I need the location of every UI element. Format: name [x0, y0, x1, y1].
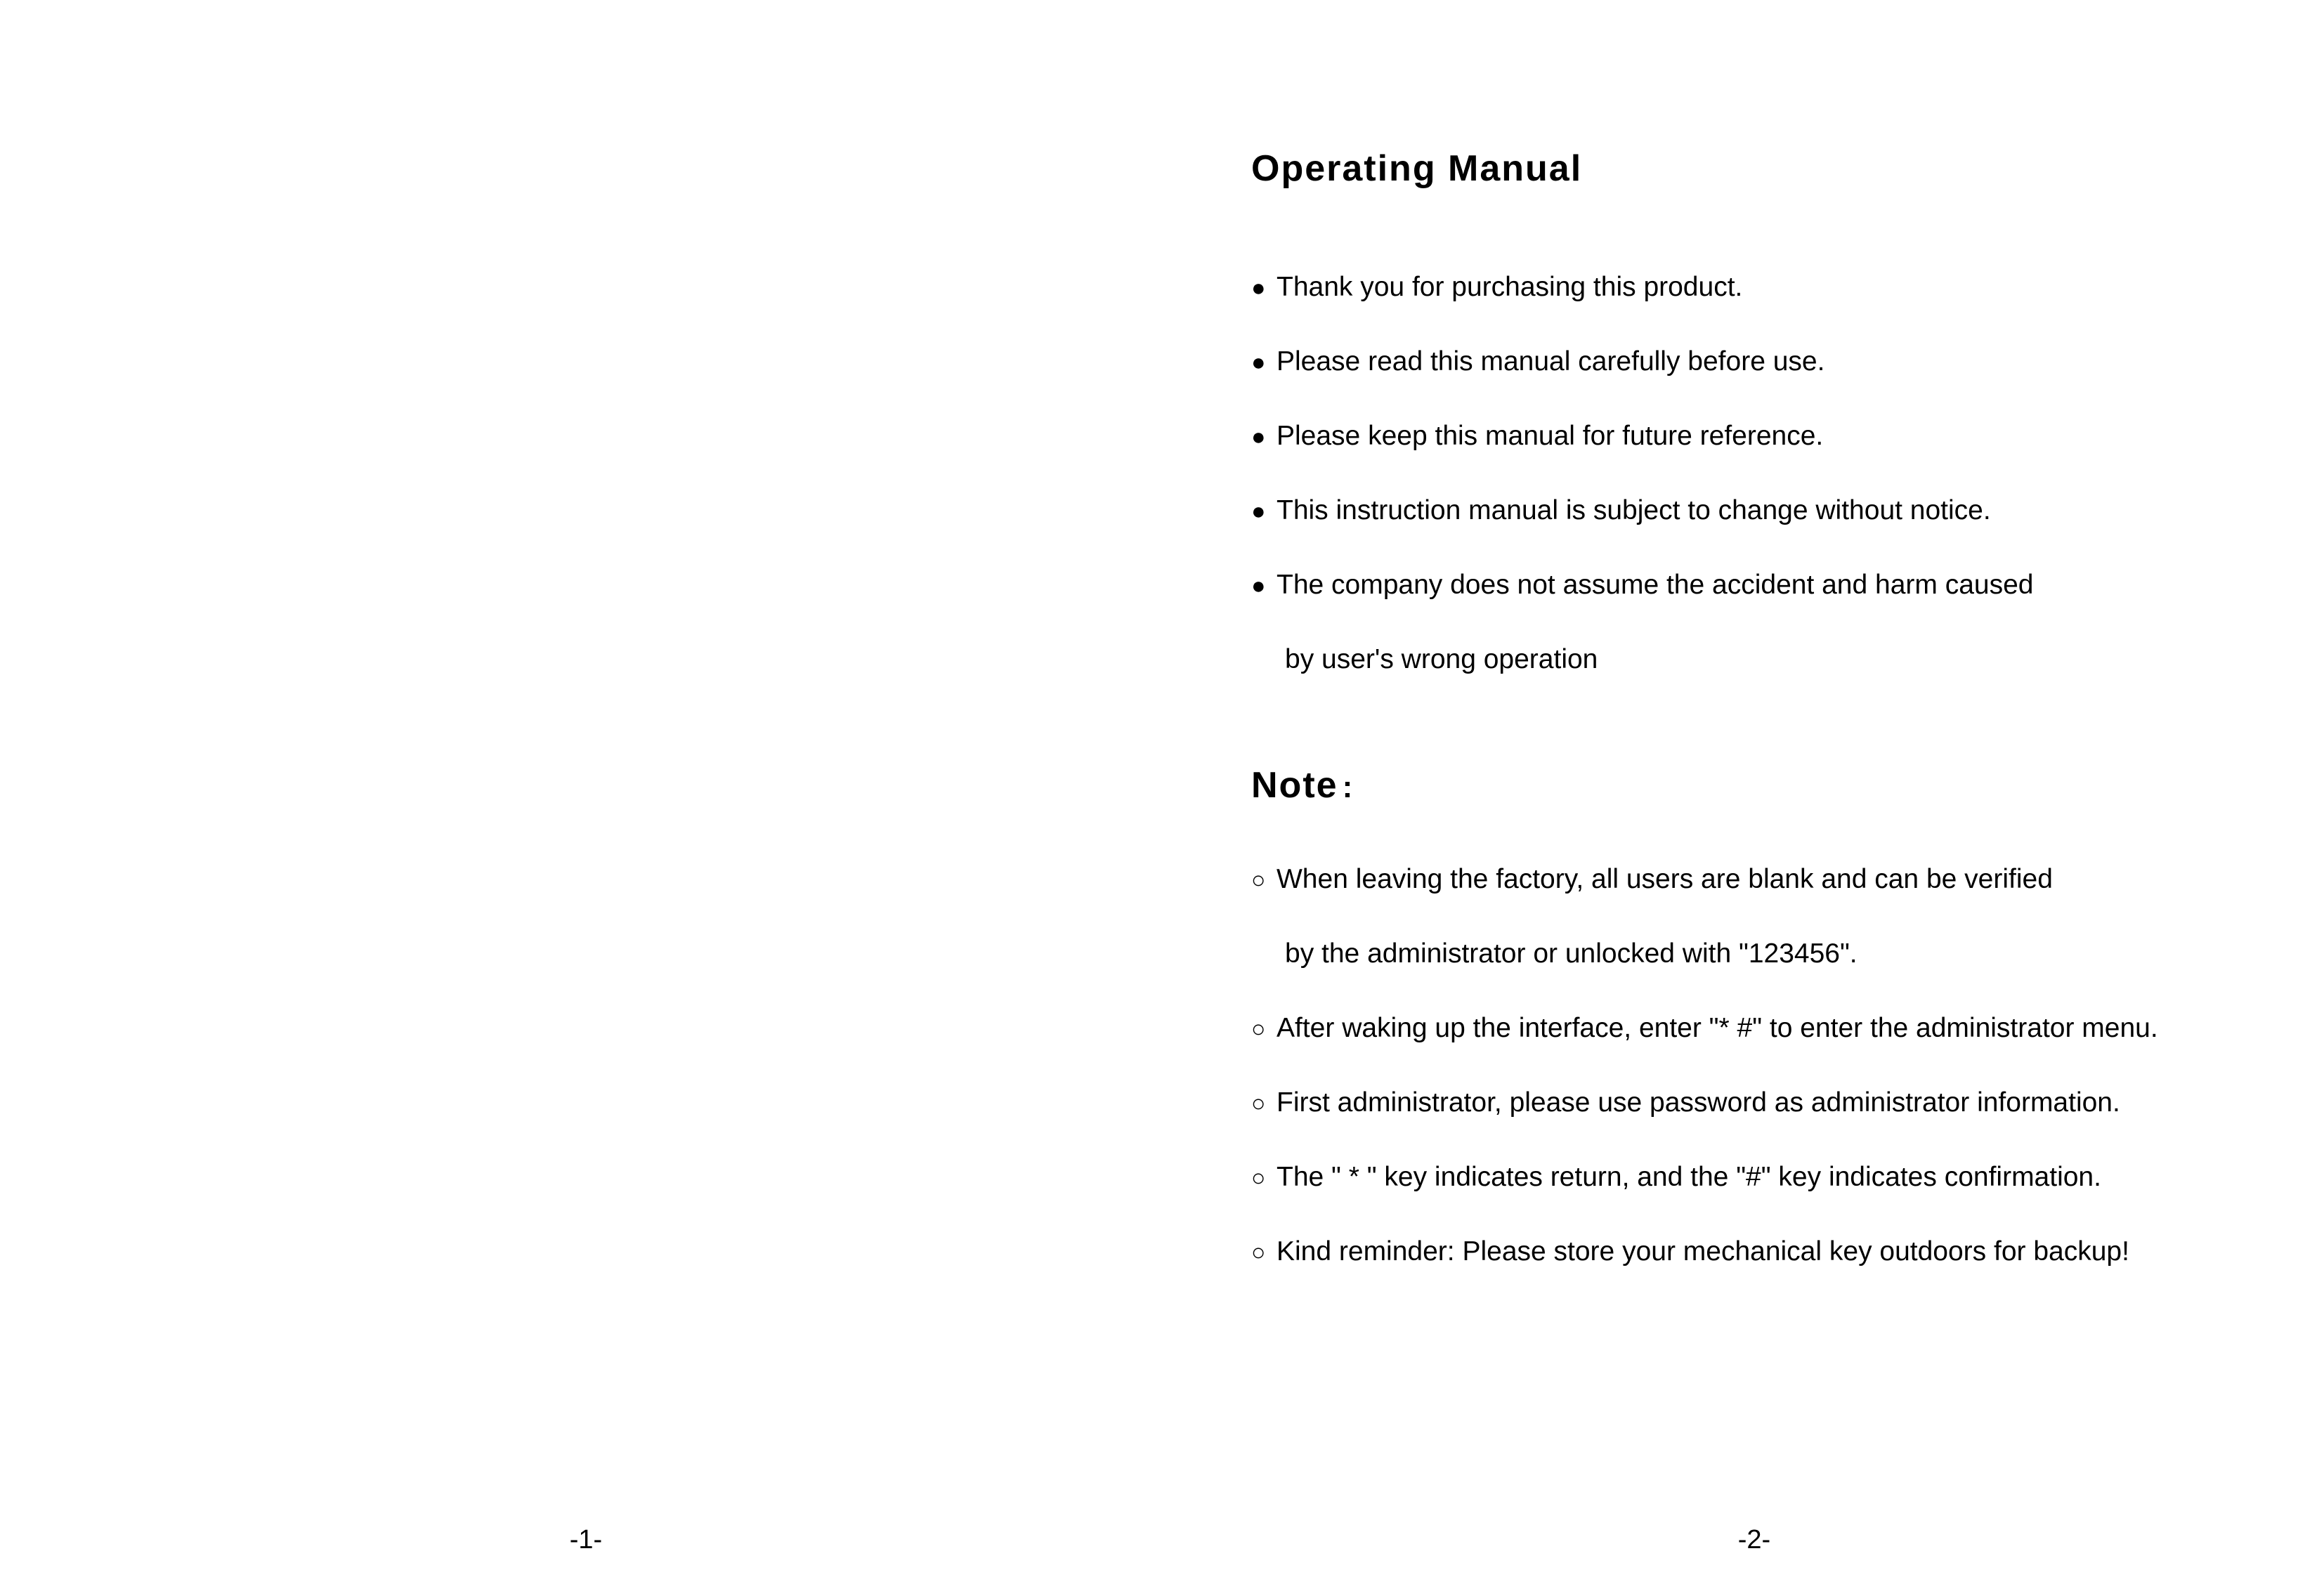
- note-heading: [1251, 764, 2270, 809]
- list-item-text: This instruction manual is subject to change without notice.: [1277, 495, 1991, 525]
- bullet-dot-icon: ●: [1251, 572, 1266, 599]
- intro-list: [1251, 250, 2270, 697]
- bullet-dot-icon: ●: [1251, 275, 1266, 301]
- note-heading-colon: :: [1342, 770, 1354, 804]
- list-item: [1251, 325, 2270, 399]
- bullet-circle-icon: ○: [1251, 1165, 1266, 1191]
- page-content: [1251, 148, 2270, 1289]
- list-item: [1251, 991, 2270, 1066]
- list-item: [1251, 399, 2270, 473]
- list-item: [1251, 1066, 2270, 1140]
- list-item: [1251, 842, 2270, 991]
- page-title: Operating Manual: [1251, 148, 1583, 189]
- list-item-text: First administrator, please use password as administrator information.: [1277, 1087, 2120, 1118]
- list-item: [1251, 473, 2270, 548]
- list-item-continuation: by user's wrong operation: [1285, 644, 1598, 674]
- list-item-text: Thank you for purchasing this product.: [1277, 272, 1743, 302]
- list-item-text: The company does not assume the accident and harm caused: [1277, 570, 2034, 600]
- page-number: -2-: [1737, 1525, 1771, 1555]
- bullet-circle-icon: ○: [1251, 867, 1266, 894]
- list-item-text: Kind reminder: Please store your mechanical key outdoors for backup!: [1277, 1236, 2129, 1267]
- list-item-text: The " * " key indicates return, and the "#" key indicates confirmation.: [1277, 1162, 2101, 1192]
- bullet-dot-icon: ●: [1251, 498, 1266, 525]
- note-heading-text: Note: [1251, 765, 1338, 806]
- list-item-text: When leaving the factory, all users are blank and can be verified: [1277, 864, 2053, 894]
- list-item: [1251, 1140, 2270, 1215]
- list-item-text: Please read this manual carefully before use.: [1277, 346, 1825, 377]
- page-2: [1162, 0, 2324, 1577]
- bullet-dot-icon: ●: [1251, 424, 1266, 450]
- list-item: [1251, 250, 2270, 325]
- bullet-circle-icon: ○: [1251, 1016, 1266, 1042]
- bullet-dot-icon: ●: [1251, 349, 1266, 376]
- note-list: [1251, 842, 2270, 1289]
- bullet-circle-icon: ○: [1251, 1090, 1266, 1117]
- bullet-circle-icon: ○: [1251, 1239, 1266, 1266]
- page-number: -1-: [569, 1525, 603, 1555]
- list-item-text: Please keep this manual for future reference.: [1277, 421, 1824, 451]
- list-item-text: After waking up the interface, enter "* #" to enter the administrator menu.: [1277, 1013, 2158, 1043]
- list-item-continuation: by the administrator or unlocked with "123456".: [1285, 938, 1858, 969]
- list-item: [1251, 548, 2270, 697]
- list-item: [1251, 1215, 2270, 1289]
